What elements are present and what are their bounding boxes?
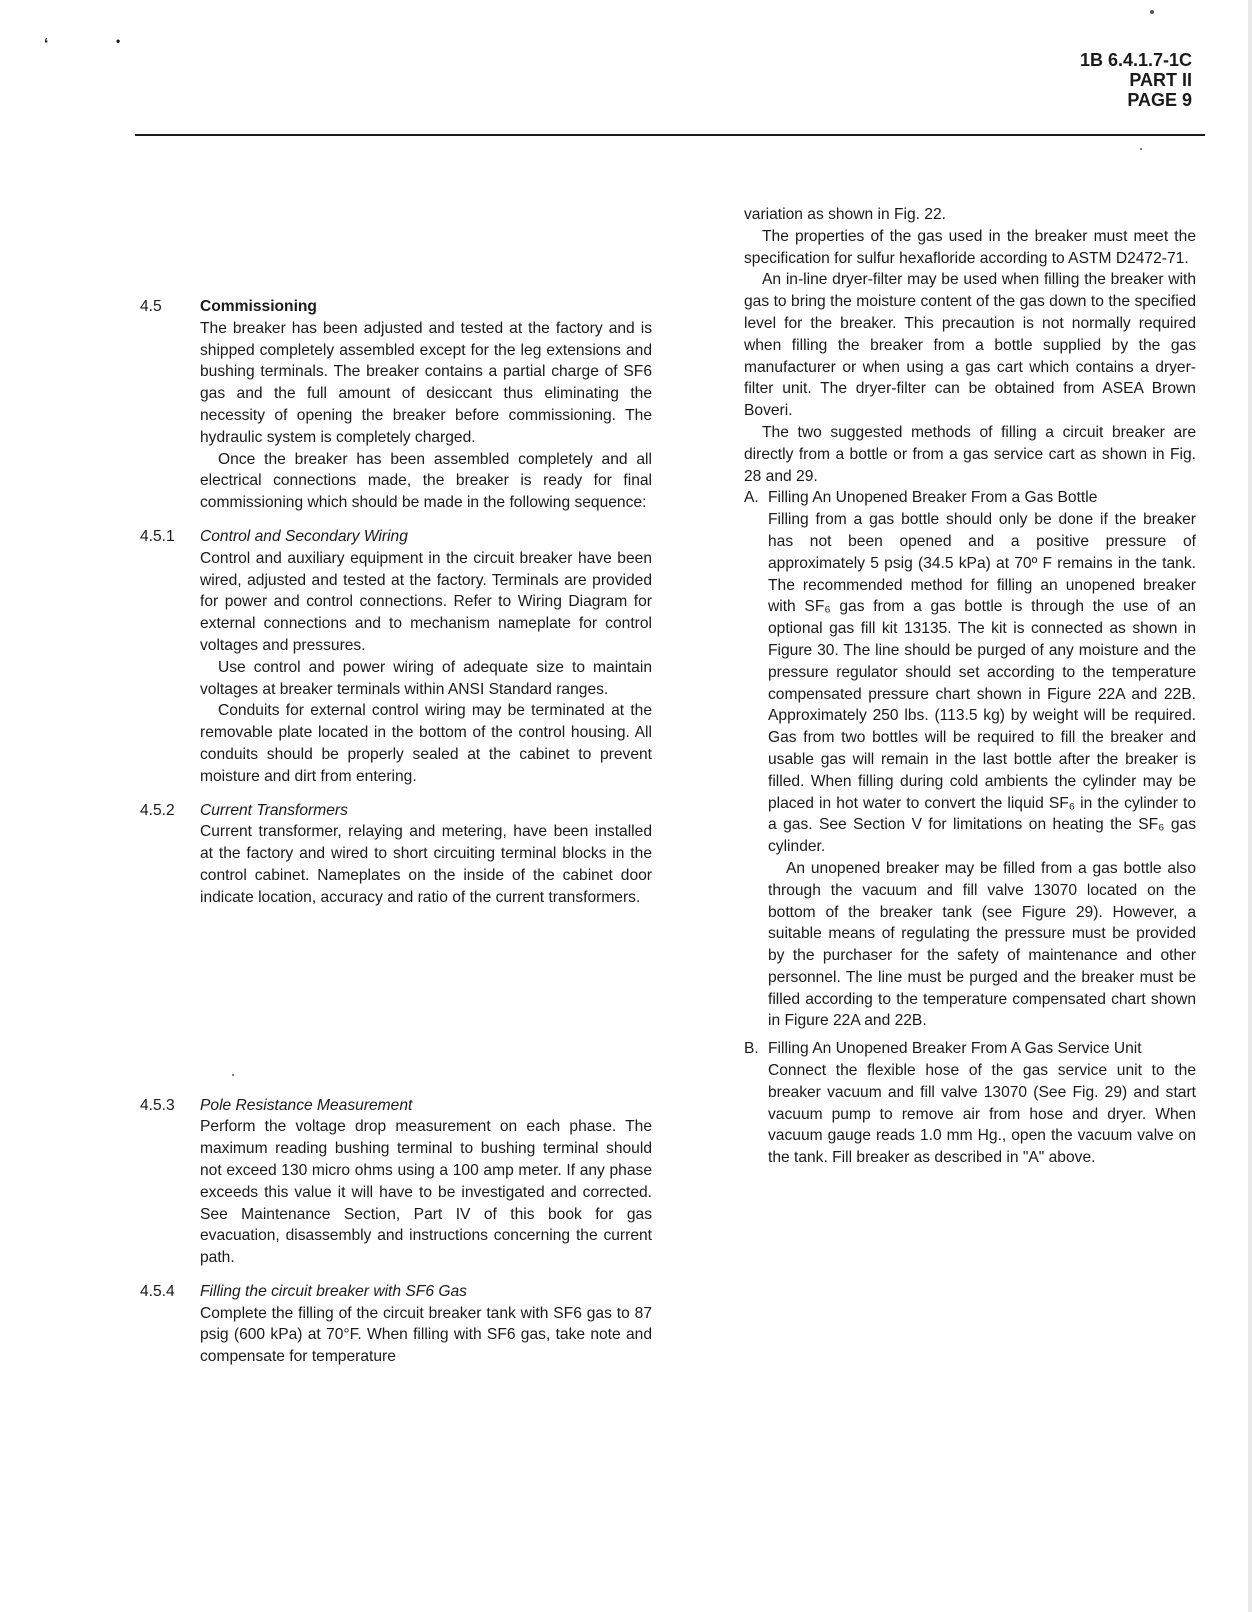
scan-speck bbox=[1150, 10, 1154, 14]
paragraph: The two suggested methods of filling a circuit breaker are directly from a bottle or from a gas service cart as shown in Fig. 28 and 29. bbox=[744, 423, 1196, 485]
section-4-5-2 bbox=[140, 800, 652, 909]
paragraph: variation as shown in Fig. 22. bbox=[744, 206, 946, 223]
item-label: A. bbox=[744, 489, 759, 507]
scan-mark-left: ‘ bbox=[44, 36, 49, 53]
part-label: PART II bbox=[1129, 70, 1192, 90]
paragraph: Connect the flexible hose of the gas service unit to the breaker vacuum and fill valve 13070 (See Fig. 29) and start vacuum pump to remove air from hose and dryer. When vacuum gauge reads 1.0 mm Hg., open the vacuum valve on the tank. Fill breaker as described in "A" above. bbox=[768, 1062, 1196, 1167]
paragraph: The properties of the gas used in the breaker must meet the specification for sulfur hexafloride according to ASTM D2472-71. bbox=[744, 227, 1196, 267]
section-title: Commissioning bbox=[200, 298, 317, 315]
header-rule bbox=[135, 134, 1205, 136]
section-title: Control and Secondary Wiring bbox=[200, 527, 408, 545]
item-b bbox=[744, 1038, 1196, 1169]
scan-mark-bullet: • bbox=[116, 34, 121, 48]
left-column bbox=[140, 296, 652, 1380]
paragraph: Use control and power wiring of adequate size to maintain voltages at breaker terminals within ANSI Standard ranges. bbox=[200, 658, 652, 698]
item-label: B. bbox=[744, 1040, 759, 1058]
paragraph: An in-line dryer-filter may be used when filling the breaker with gas to bring the moisture content of the gas down to the specified level for the breaker. This precaution is not normally required when filling the breaker from a bottle supplied by the gas manufacturer or when using a gas cart which contains a dryer-filter unit. The dryer-filter can be obtained from ASEA Brown Boveri. bbox=[744, 271, 1196, 420]
section-title: Pole Resistance Measurement bbox=[200, 1096, 413, 1114]
paragraph: Conduits for external control wiring may be terminated at the removable plate located in the bottom of the control housing. All conduits should be properly sealed at the cabinet to prevent moisture and dirt from entering. bbox=[200, 702, 652, 785]
section-number: 4.5.3 bbox=[140, 1096, 175, 1114]
section-4-5-3 bbox=[140, 1095, 652, 1269]
paragraph: The breaker has been adjusted and tested at the factory and is shipped completely assembled except for the leg extensions and bushing terminals. The breaker contains a partial charge of SF6 gas and the full amount of desiccant thus eliminating the necessity of opening the breaker before commissioning. The hydraulic system is completely charged. bbox=[200, 319, 652, 446]
section-title: Filling the circuit breaker with SF6 Gas bbox=[200, 1282, 467, 1300]
paragraph: An unopened breaker may be filled from a gas bottle also through the vacuum and fill valve 13070 located on the bottom of the breaker tank (see Figure 29). However, a suitable means of regulating the pressure must be provided by the purchaser for the safety of maintenance and other personnel. The line must be purged and the breaker must be filled according to the temperature compensated chart shown in Figure 22A and 22B. bbox=[768, 859, 1196, 1030]
paragraph: Filling from a gas bottle should only be done if the breaker has not been opened and a positive pressure of approximately 5 psig (34.5 kPa) at 70º F remains in the tank. The recommended method for filling an unopened breaker with SF₆ gas from a gas bottle is through the use of an optional gas fill kit 13135. The kit is connected as shown in Figure 30. The line should be purged of any moisture and the pressure regulator should set according to the temperature compensated pressure chart shown in Figure 22A and 22B. Approximately 250 lbs. (113.5 kg) by weight will be required. Gas from two bottles will be required to fill the breaker and usable gas will remain in the last bottle after the breaker is filled. When filling during cold ambients the cylinder may be placed in hot water to convert the liquid SF₆ in the cylinder to a gas. See Section V for limitations on heating the SF₆ gas cylinder. bbox=[768, 511, 1196, 856]
page-number: PAGE 9 bbox=[1127, 90, 1192, 110]
item-title: Filling An Unopened Breaker From a Gas Bottle bbox=[768, 489, 1098, 507]
section-4-5-1 bbox=[140, 526, 652, 788]
right-column bbox=[744, 204, 1196, 1169]
section-number: 4.5 bbox=[140, 298, 162, 315]
paragraph: Complete the filling of the circuit breaker tank with SF6 gas to 87 psig (600 kPa) at 70°F. When filling with SF6 gas, take note and compensate for temperature bbox=[200, 1304, 652, 1366]
document-id: 1B 6.4.1.7-1C bbox=[1079, 50, 1192, 70]
section-title: Current Transformers bbox=[200, 801, 348, 819]
section-number: 4.5.4 bbox=[140, 1282, 175, 1300]
section-4-5-4 bbox=[140, 1281, 652, 1368]
item-title: Filling An Unopened Breaker From A Gas Service Unit bbox=[768, 1040, 1142, 1058]
section-number: 4.5.1 bbox=[140, 527, 175, 545]
paragraph: Current transformer, relaying and metering, have been installed at the factory and wired to short circuiting terminal blocks in the control cabinet. Nameplates on the inside of the cabinet door indicate location, accuracy and ratio of the current transformers. bbox=[200, 823, 652, 906]
page-header bbox=[1080, 50, 1192, 110]
scan-edge bbox=[1248, 0, 1252, 1612]
scan-speck bbox=[1140, 148, 1142, 150]
scan-speck bbox=[232, 1074, 234, 1076]
paragraph: Once the breaker has been assembled completely and all electrical connections made, the breaker is ready for final commissioning which should be made in the following sequence: bbox=[200, 450, 652, 512]
paragraph: Perform the voltage drop measurement on each phase. The maximum reading bushing terminal to bushing terminal should not exceed 130 micro ohms using a 100 amp meter. If any phase exceeds this value it will have to be investigated and corrected. See Maintenance Section, Part IV of this book for gas evacuation, disassembly and instructions concerning the current path. bbox=[200, 1118, 652, 1267]
item-a bbox=[744, 487, 1196, 1032]
section-4-5 bbox=[140, 296, 652, 514]
paragraph: Control and auxiliary equipment in the circuit breaker have been wired, adjusted and tested at the factory. Terminals are provided for power and control connections. Refer to Wiring Diagram for external connections and to mechanism nameplate for control voltages and pressures. bbox=[200, 549, 652, 654]
section-number: 4.5.2 bbox=[140, 801, 175, 819]
